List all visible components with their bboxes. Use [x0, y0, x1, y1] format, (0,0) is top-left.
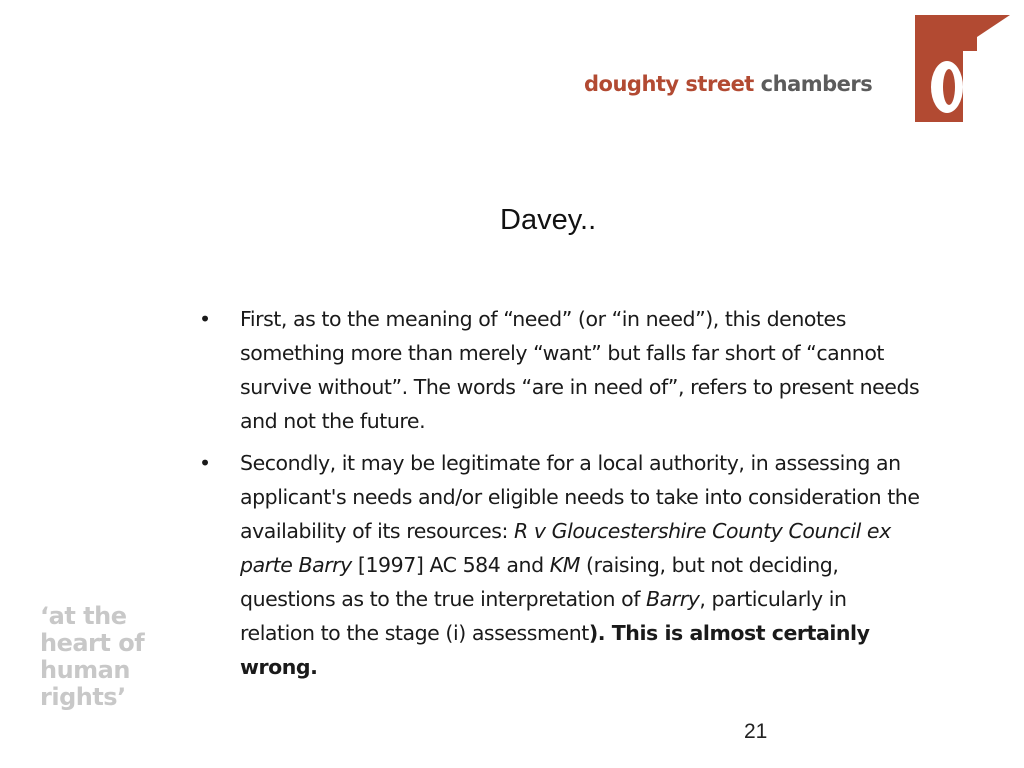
- logo-d-mark-icon: [915, 15, 1010, 122]
- bullet-list: [199, 302, 920, 692]
- logo-word-doughty-street: doughty street: [584, 72, 754, 96]
- bullet-text: [1997] AC 584 and: [351, 553, 550, 577]
- logo-wordmark: [584, 72, 872, 96]
- bullet-dot: •: [199, 451, 211, 475]
- slogan-line: ‘at the: [40, 602, 127, 630]
- slogan-line: rights’: [40, 683, 126, 711]
- bullet-item: [199, 446, 920, 684]
- bullet-text: First, as to the meaning of “need” (or “in need”), this denotes something more than merely “want” but falls far short of “cannot survive without”. The words “are in need of”, refers to present needs and not the future.: [240, 307, 920, 433]
- bullet-text: , particularly in relation to the stage (i) assessment: [240, 587, 847, 645]
- bullet-text: ). This is almost certainly wrong.: [240, 621, 870, 679]
- slogan: [40, 603, 144, 711]
- page-number: 21: [744, 720, 768, 743]
- bullet-text: R v Gloucestershire County Council ex parte Barry: [240, 519, 891, 577]
- logo-word-chambers: chambers: [760, 72, 873, 96]
- bullet-text: Barry: [646, 587, 700, 611]
- bullet-dot: •: [199, 307, 211, 331]
- slogan-line: heart of: [40, 629, 145, 657]
- slogan-line: human: [40, 656, 130, 684]
- bullet-text: Secondly, it may be legitimate for a local authority, in assessing an applicant's needs and/or eligible needs to take into consideration the availability of its resources:: [240, 451, 920, 543]
- bullet-text: (raising, but not deciding, questions as to the true interpretation of: [240, 553, 839, 611]
- slide-title: Davey..: [500, 204, 597, 236]
- bullet-text: KM: [549, 553, 580, 577]
- bullet-item: [199, 302, 920, 438]
